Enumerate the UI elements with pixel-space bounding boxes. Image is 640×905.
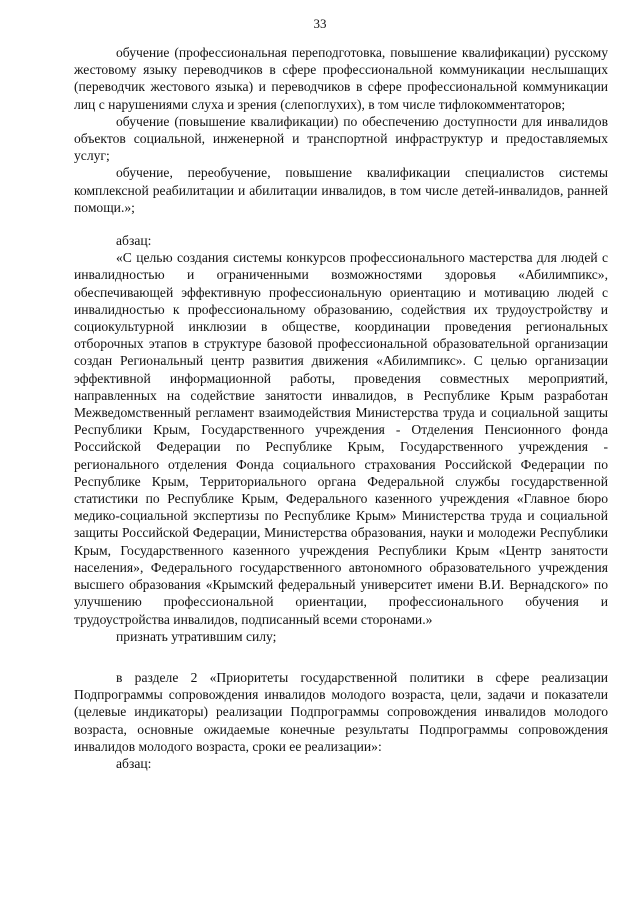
paragraph-abzac-label: абзац: bbox=[116, 233, 152, 249]
paragraph-declare-invalid: признать утратившим силу; bbox=[116, 628, 277, 644]
paragraph-training-accessibility: обучение (повышение квалификации) по обеспечению доступности для инвалидов объектов социальной, инженерной и транспортной инфраструктур и предоставляемых услуг; bbox=[74, 113, 608, 164]
paragraph-abzac-label-2: абзац: bbox=[116, 755, 152, 771]
document-body bbox=[74, 44, 608, 772]
paragraph-abilympics-quote: «С целью создания системы конкурсов профессионального мастерства для людей с инвалидностью и ограниченными возможностями здоровья «Абилимпикс», обеспечивающей эффективную профессиональную ориентацию и мотивацию людей с инвалидностью к профессиональному образованию, содействия их трудоустройству и социокультурной инклюзии в обществе, координации проведения региональных отборочных этапов в структуре базовой профессиональной образовательной организации создан Региональный центр развития движения «Абилимпикс». С целью организации эффективной информационной работы, проведения совместных мероприятий, направленных на содействие занятости инвалидов, в Республике Крым разработан Межведомственный регламент взаимодействия Министерства труда и социальной защиты Республики Крым, Государственного учреждения - Отделения Пенсионного фонда Российской Федерации по Республике Крым, Государственного учреждения - регионального отделения Фонда социального страхования Российской Федерации по Республике Крым, Территориального органа Федеральной службы государственной статистики по Республике Крым, Федерального казенного учреждения «Главное бюро медико-социальной экспертизы по Республике Крым» Министерства труда и социальной защиты Российской Федерации, Министерства образования, науки и молодежи Республики Крым, Государственного казенного учреждения Республики Крым «Центр занятости населения», Федерального государственного автономного образовательного учреждения высшего образования «Крымский федеральный университет имени В.И. Вернадского» по улучшению профессиональной ориентации, профессионального обучения и трудоустройства инвалидов, подписанный всеми сторонами.» bbox=[74, 250, 608, 627]
page-number: 33 bbox=[313, 16, 327, 31]
paragraph-training-rehabilitation: обучение, переобучение, повышение квалификации специалистов системы комплексной реабилитации и абилитации инвалидов, в том числе детей-инвалидов, ранней помощи.»; bbox=[74, 165, 608, 215]
paragraph-section-2: в разделе 2 «Приоритеты государственной политики в сфере реализации Подпрограммы сопровождения инвалидов молодого возраста, цели, задачи и показатели (целевые индикаторы) реализации Подпрограммы сопровождения инвалидов молодого возраста, основные ожидаемые конечные результаты Подпрограммы сопровождения инвалидов молодого возраста, сроки ее реализации»: bbox=[74, 669, 608, 754]
paragraph-training-sign-language: обучение (профессиональная переподготовка, повышение квалификации) русскому жестовому языку переводчиков в сфере профессиональной коммуникации неслышащих (переводчик жестового языка) и переводчиков в сфере профессиональной коммуникации лиц с нарушениями слуха и зрения (слепоглухих), в том числе тифлокомментаторов; bbox=[74, 45, 608, 112]
